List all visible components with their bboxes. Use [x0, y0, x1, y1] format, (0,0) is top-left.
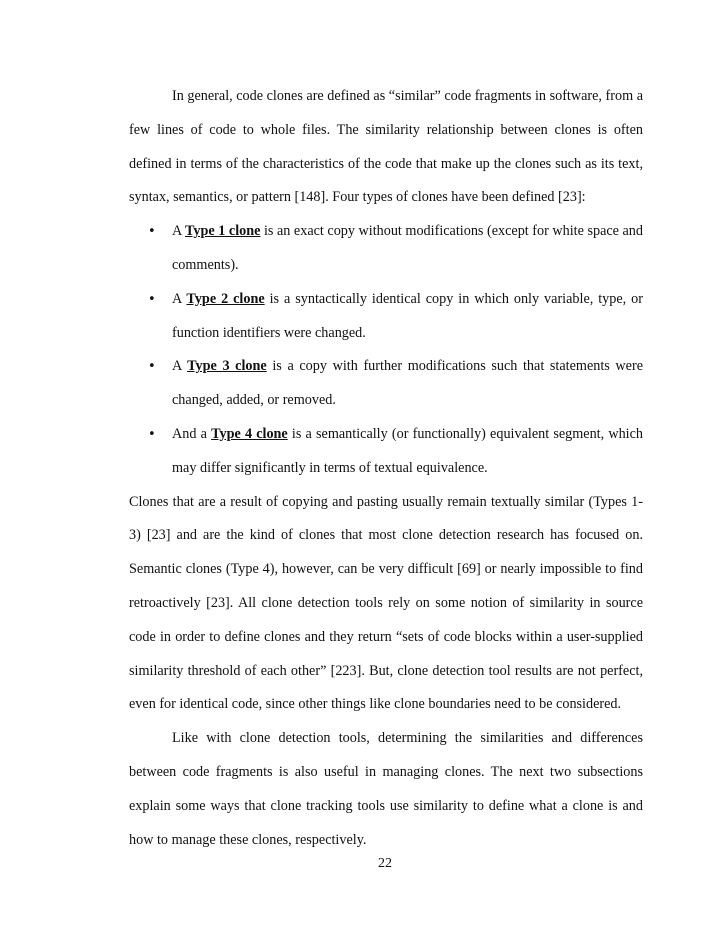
- item-description: is an exact copy without modifications (except for white space and comments).: [172, 223, 643, 273]
- list-item: [148, 283, 643, 351]
- item-prefix: And a: [172, 425, 212, 442]
- item-description: is a semantically (or functionally) equivalent segment, which may differ significantly in terms of textual equivalence.: [172, 425, 643, 476]
- item-description: is a copy with further modifications such that statements were changed, added, or removed.: [172, 358, 643, 409]
- bullet-icon: •: [148, 224, 156, 240]
- clone-type-term: Type 3 clone: [187, 358, 267, 375]
- item-prefix: A: [172, 290, 187, 307]
- list-item: [148, 418, 643, 486]
- page-body: [129, 80, 643, 857]
- closing-paragraph: Like with clone detection tools, determining the similarities and differences between code fragments is also useful in managing clones. The next two subsections explain some ways that clone tracking tools use similarity to define what a clone is and how to manage these clones, respectively.: [129, 730, 643, 848]
- clone-type-term: Type 4 clone: [211, 425, 288, 442]
- bullet-icon: •: [148, 426, 156, 442]
- clone-types-list: [129, 215, 643, 485]
- clone-type-term: Type 2 clone: [186, 290, 265, 307]
- list-item: [148, 215, 643, 283]
- item-description: is a syntactically identical copy in which only variable, type, or function identifiers were changed.: [172, 290, 643, 341]
- intro-paragraph: In general, code clones are defined as “similar” code fragments in software, from a few lines of code to whole files. The similarity relationship between clones is often defined in terms of the characteristics of the code that make up the clones such as its text, syntax, semantics, or pattern [148]. Four types of clones have been defined [23]:: [129, 88, 643, 206]
- bullet-icon: •: [148, 291, 156, 307]
- item-prefix: A: [172, 358, 188, 375]
- clones-paragraph: Clones that are a result of copying and pasting usually remain textually similar (Types 1-3) [23] and are the kind of clones that most clone detection research has focused on. Semantic clones (Type 4), however, can be very difficult [69] or nearly impossible to find retroactively [23]. All clone detection tools rely on some notion of similarity in source code in order to define clones and they return “sets of code blocks within a user-supplied similarity threshold of each other” [223]. But, clone detection tool results are not perfect, even for identical code, since other things like clone boundaries need to be considered.: [129, 493, 643, 713]
- bullet-icon: •: [148, 359, 156, 375]
- clone-type-term: Type 1 clone: [185, 223, 261, 240]
- page-number: 22: [378, 856, 392, 871]
- item-prefix: A: [172, 223, 186, 240]
- list-item: [148, 350, 643, 418]
